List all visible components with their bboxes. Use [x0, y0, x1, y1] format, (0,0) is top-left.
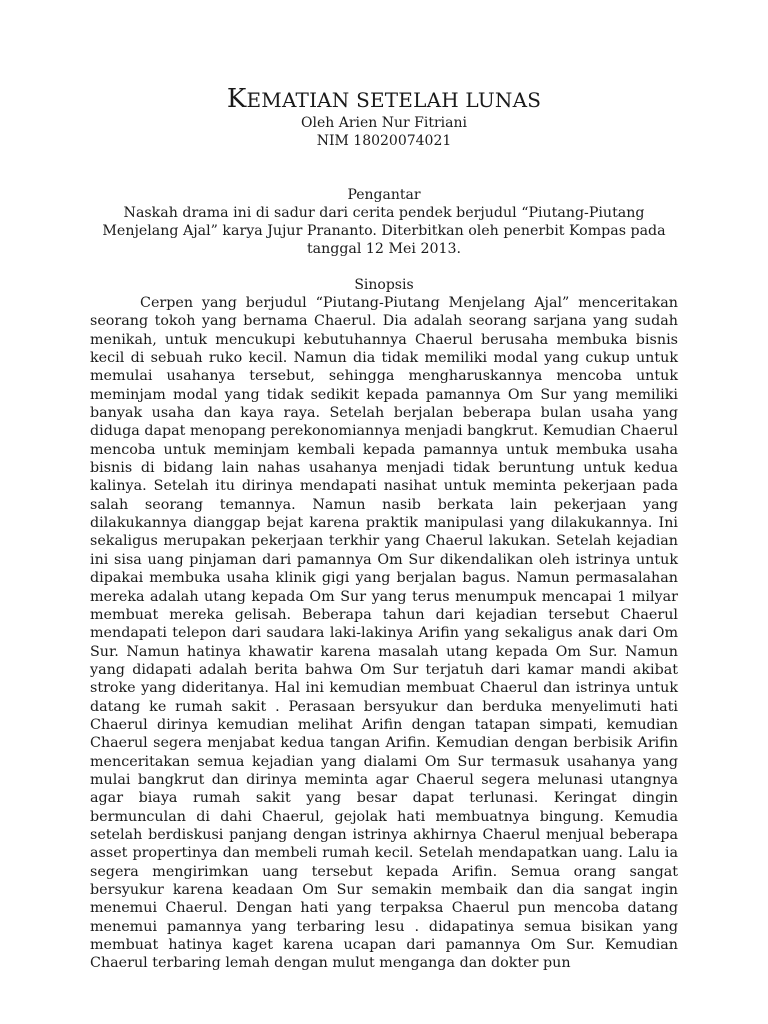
nim-line: NIM 18020074021 — [316, 133, 452, 149]
pengantar-text: Naskah drama ini di sadur dari cerita pendek berjudul “Piutang-Piutang Menjelang Ajal” karya Jujur Prananto. Diterbitkan oleh penerbit Kompas pada tanggal 12 Mei 2013. — [102, 205, 666, 257]
pengantar-heading: Pengantar — [347, 187, 421, 203]
sinopsis-text: Cerpen yang berjudul “Piutang-Piutang Menjelang Ajal” menceritakan seorang tokoh yang bernama Chaerul. Dia adalah seorang sarjana yang sudah menikah, untuk mencukupi kebutuhannya Chaerul berusaha membuka bisnis kecil di sebuah ruko kecil. Namun dia tidak memiliki modal yang cukup untuk memulai usahanya tersebut, sehingga mengharuskannya mencoba untuk meminjam modal yang tidak sedikit kepada pamannya Om Sur yang memiliki banyak usaha dan kaya raya. Setelah berjalan beberapa bulan usaha yang diduga dapat menopang perekonomiannya menjadi bangkrut. Kemudian Chaerul mencoba untuk meminjam kembali kepada pamannya untuk membuka usaha bisnis di bidang lain nahas usahanya menjadi tidak beruntung untuk kedua kalinya. Setelah itu dirinya mendapati nasihat untuk meminta pekerjaan pada salah seorang temannya. Namun nasib berkata lain pekerjaan yang dilakukannya dianggap bejat karena praktik manipulasi yang dilakukannya. Ini sekaligus merupakan pekerjaan terkhir yang Chaerul lakukan. Setelah kejadian ini sisa uang pinjaman dari pamannya Om Sur dikendalikan oleh istrinya untuk dipakai membuka usaha klinik gigi yang berjalan bagus. Namun permasalahan mereka adalah utang kepada Om Sur yang terus menumpuk mencapai 1 milyar membuat mereka gelisah. Beberapa tahun dari kejadian tersebut Chaerul mendapati telepon dari saudara laki-lakinya Arifin yang sekaligus anak dari Om Sur. Namun hatinya khawatir karena masalah utang kepada Om Sur. Namun yang didapati adalah berita bahwa Om Sur terjatuh dari kamar mandi akibat stroke yang dideritanya. Hal ini kemudian membuat Chaerul dan istrinya untuk datang ke rumah sakit . Perasaan bersyukur dan berduka menyelimuti hati Chaerul dirinya kemudian melihat Arifin dengan tatapan simpati, kemudian Chaerul segera menjabat kedua tangan Arifin. Kemudian dengan berbisik Arifin menceritakan semua kejadian yang dialami Om Sur termasuk usahanya yang mulai bangkrut dan dirinya meminta agar Chaerul segera melunasi utangnya agar biaya rumah sakit yang besar dapat terlunasi. Keringat dingin bermunculan di dahi Chaerul, gejolak hati membuatnya bingung. Kemudia setelah berdiskusi panjang dengan istrinya akhirnya Chaerul menjual beberapa asset propertinya dan membeli rumah kecil. Setelah mendapatkan uang. Lalu ia segera mengirimkan uang tersebut kepada Arifin. Semua orang sangat bersyukur karena keadaan Om Sur semakin membaik dan dia sangat ingin menemui Chaerul. Dengan hati yang terpaksa Chaerul pun mencoba datang menemui pamannya yang terbaring lesu . didapatinya semua bisikan yang membuat hatinya kaget karena ucapan dari pamannya Om Sur. Kemudian Chaerul terbaring lemah dengan mulut menganga dan dokter pun — [90, 295, 678, 972]
document-title — [90, 86, 678, 114]
document-page — [90, 86, 678, 973]
title-initial: K — [226, 84, 247, 114]
author-line: Oleh Arien Nur Fitriani — [301, 115, 467, 131]
sinopsis-heading: Sinopsis — [354, 277, 414, 293]
title-rest: EMATIAN SETELAH LUNAS — [246, 88, 542, 112]
